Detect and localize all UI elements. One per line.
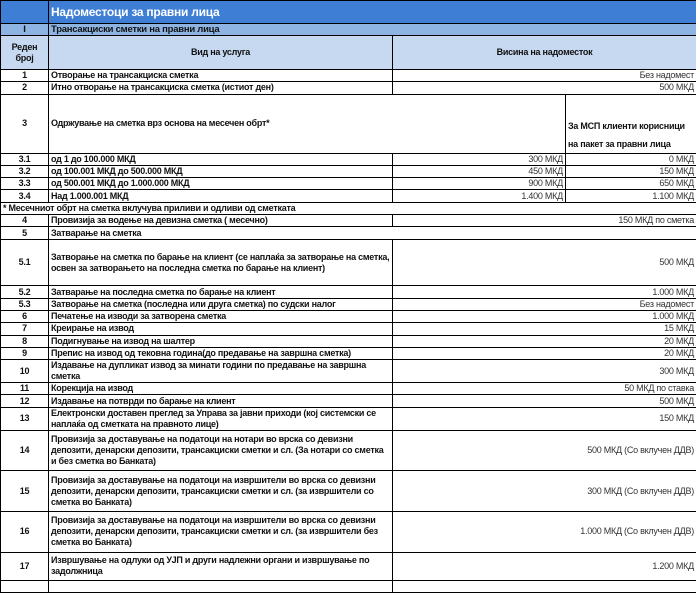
service-description: од 100.001 МКД до 500.000 МКД (49, 165, 393, 177)
page-title: Надоместоци за правни лица (49, 1, 696, 24)
table-row (1, 511, 696, 552)
table-row (1, 165, 696, 177)
row-number: 3.3 (1, 178, 49, 190)
service-description: Провизија за доставување на податоци на извршители во врска со девизни депозити, денарски депозити, трансакциски сметки и сл. (за извршители со сметка во Банката) (49, 471, 393, 512)
service-description: Провизија за доставување на податоци на извршители во врска со девизни депозити, денарски депозити, трансакциски сметки и сл. (за извршители без сметка во Банката) (49, 511, 393, 552)
fee-value-msp: 0 МКД (566, 153, 696, 165)
service-description: од 1 до 100.000 МКД (49, 153, 393, 165)
row-number: 3.4 (1, 190, 49, 202)
fee-value-msp: 1.100 МКД (566, 190, 696, 202)
service-description: од 500.001 МКД до 1.000.000 МКД (49, 178, 393, 190)
table-row (1, 471, 696, 512)
row-number: 15 (1, 471, 49, 512)
table-row (1, 298, 696, 310)
fee-value: 50 МКД по ставка (393, 383, 696, 395)
row-number: 6 (1, 310, 49, 322)
table-row (1, 383, 696, 395)
service-description: Итно отворање на трансакциска сметка (истиот ден) (49, 82, 393, 94)
service-description: Над 1.000.001 МКД (49, 190, 393, 202)
service-description: Печатење на изводи за затворена сметка (49, 310, 393, 322)
table-row (1, 82, 696, 94)
section-row (1, 24, 696, 36)
table-row (1, 552, 696, 580)
header-service: Вид на услуга (49, 36, 393, 70)
fee-value: 15 МКД (393, 323, 696, 335)
row-number: 17 (1, 552, 49, 580)
fee-value: 20 МКД (393, 335, 696, 347)
table-row (1, 94, 696, 153)
fee-value (393, 580, 696, 592)
row-number: 5 (1, 227, 49, 239)
row-number: 7 (1, 323, 49, 335)
row-number: 10 (1, 360, 49, 383)
title-row (1, 1, 696, 24)
title-spacer (1, 1, 49, 24)
service-description: Затварање на сметка (49, 227, 696, 239)
table-row (1, 286, 696, 298)
table-row (1, 395, 696, 407)
table-row (1, 347, 696, 359)
service-description: Корекција на извод (49, 383, 393, 395)
fee-value: 20 МКД (393, 347, 696, 359)
service-description: Издавање на дупликат извод за минати години по предавање на завршна сметка (49, 360, 393, 383)
fee-value: Без надомест (393, 70, 696, 82)
fee-value-msp: 150 МКД (566, 165, 696, 177)
service-description: Издавање на потврди по барање на клиент (49, 395, 393, 407)
row-number: 9 (1, 347, 49, 359)
table-row (1, 335, 696, 347)
row-number: 5.1 (1, 239, 49, 286)
table-row (1, 580, 696, 592)
header-number: Реден број (1, 36, 49, 70)
table-row (1, 430, 696, 471)
fee-value: 1.000 МКД (393, 286, 696, 298)
table-row (1, 178, 696, 190)
fee-value-msp: 650 МКД (566, 178, 696, 190)
service-description: Електронски доставен преглед за Управа за јавни приходи (кој системски се наплаќа од сметката на правното лице) (49, 407, 393, 430)
row-number: 5.3 (1, 298, 49, 310)
section-title: Трансакциски сметки на правни лица (49, 24, 696, 36)
fee-value: 150 МКД (393, 407, 696, 430)
fee-value: 500 МКД (393, 395, 696, 407)
table-row (1, 153, 696, 165)
service-description: Подигнување на извод на шалтер (49, 335, 393, 347)
row-number: 8 (1, 335, 49, 347)
service-description: Затварање на последна сметка по барање на клиент (49, 286, 393, 298)
row-number: 3.2 (1, 165, 49, 177)
row-number: 4 (1, 215, 49, 227)
row-number: 11 (1, 383, 49, 395)
table-row (1, 190, 696, 202)
footnote: * Месечниот обрт на сметка вклучува приливи и одливи од сметката (1, 202, 696, 214)
table-row (1, 310, 696, 322)
header-fee: Висина на надоместок (393, 36, 696, 70)
table-row (1, 202, 696, 214)
fee-value: 500 МКД (393, 82, 696, 94)
service-description: Провизија за доставување на податоци на нотари во врска со девизни депозити, денарски депозити, трансакциски сметки и сл. (За нотари со сметка и без сметка во Банката) (49, 430, 393, 471)
fee-value: 500 МКД (Со вклучен ДДВ) (393, 430, 696, 471)
service-description: Одржување на сметка врз основа на месечен обрт* (49, 94, 566, 153)
fee-value: 1.000 МКД (Со вклучен ДДВ) (393, 511, 696, 552)
fee-value: 1.400 МКД (393, 190, 566, 202)
row-number: 1 (1, 70, 49, 82)
row-number (1, 580, 49, 592)
service-description: Провизија за водење на девизна сметка ( месечно) (49, 215, 393, 227)
fee-value: 450 МКД (393, 165, 566, 177)
table-row (1, 227, 696, 239)
row-number: 13 (1, 407, 49, 430)
table-row (1, 70, 696, 82)
service-description: Затворање на сметка (последна или друга сметка) по судски налог (49, 298, 393, 310)
row-number: 12 (1, 395, 49, 407)
fee-value: 1.000 МКД (393, 310, 696, 322)
service-description: Извршување на одлуки од УЈП и други надлежни органи и извршување по задолжница (49, 552, 393, 580)
fee-value: 900 МКД (393, 178, 566, 190)
header-row (1, 36, 696, 70)
fee-value: 300 МКД (Со вклучен ДДВ) (393, 471, 696, 512)
table-row (1, 323, 696, 335)
row-number: 5.2 (1, 286, 49, 298)
service-description (49, 580, 393, 592)
fee-value: 1.200 МКД (393, 552, 696, 580)
fee-value: 500 МКД (393, 239, 696, 286)
service-description: Препис на извод од тековна година(до предавање на завршна сметка) (49, 347, 393, 359)
fee-value: 150 МКД по сметка (393, 215, 696, 227)
table-row (1, 360, 696, 383)
fee-value: 300 МКД (393, 153, 566, 165)
row-number: 3.1 (1, 153, 49, 165)
service-description: Затворање на сметка по барање на клиент (се наплаќа за затворање на сметка, освен за затворањето на последна сметка по барање на клиент) (49, 239, 393, 286)
service-description: Креирање на извод (49, 323, 393, 335)
row-number: 3 (1, 94, 49, 153)
msp-column-header: За МСП клиенти корисници на пакет за правни лица (566, 94, 696, 153)
table-row (1, 239, 696, 286)
table-row (1, 407, 696, 430)
table-row (1, 215, 696, 227)
fee-value: 300 МКД (393, 360, 696, 383)
service-description: Отворање на трансакциска сметка (49, 70, 393, 82)
section-number: I (1, 24, 49, 36)
fee-value: Без надомест (393, 298, 696, 310)
row-number: 2 (1, 82, 49, 94)
row-number: 16 (1, 511, 49, 552)
row-number: 14 (1, 430, 49, 471)
